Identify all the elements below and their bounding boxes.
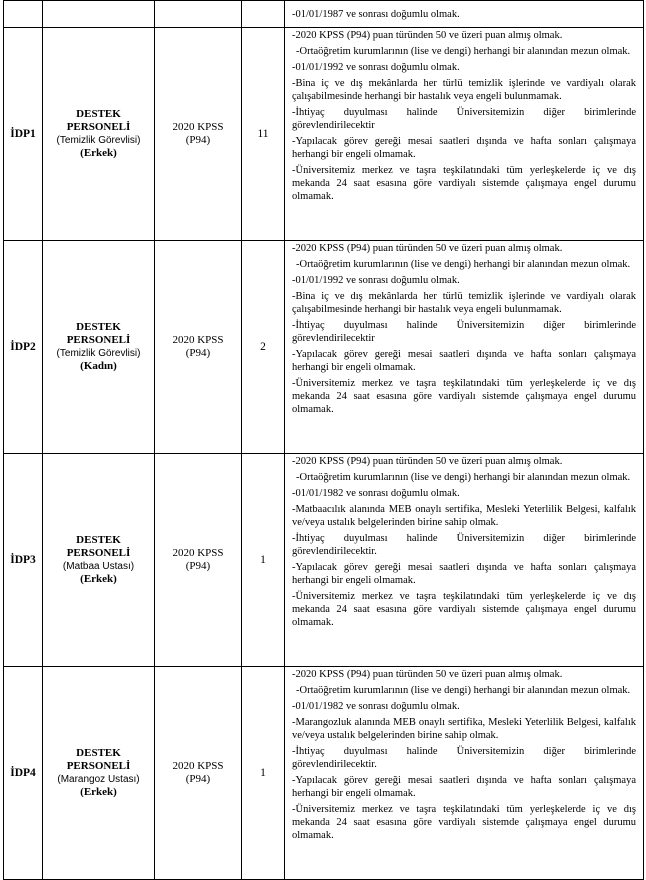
position-title-line2: PERSONELİ	[66, 547, 131, 559]
condition-item: -2020 KPSS (P94) puan türünden 50 ve üzeri puan almış olmak.	[292, 456, 563, 467]
position-code: İDP4	[4, 667, 43, 880]
position-gender: (Erkek)	[80, 786, 117, 798]
position-title-line1: DESTEK	[76, 108, 121, 120]
table-row	[4, 28, 644, 241]
table-row	[4, 667, 644, 880]
conditions-cell	[285, 667, 644, 880]
condition-item: -Bina iç ve dış mekânlarda her türlü temizlik işlerinde ve vardiyalı olarak çalışabilmesinde herhangi bir hastalık veya engeli bulunmamak.	[292, 78, 636, 102]
code-cell-empty	[4, 1, 43, 28]
condition-item: -Ortaöğretim kurumlarının (lise ve dengi) herhangi bir alanından mezun olmak.	[296, 472, 631, 483]
position-subtitle: (Matbaa Ustası)	[62, 561, 135, 572]
condition-item: -01/01/1992 ve sonrası doğumlu olmak.	[292, 62, 460, 73]
condition-item: -İhtiyaç duyulması halinde Üniversitemizin diğer birimlerinde görevlendirilecektir.	[292, 533, 636, 557]
position-title-line1: DESTEK	[76, 321, 121, 333]
conditions-cell	[285, 454, 644, 667]
table-row	[4, 241, 644, 454]
position-gender: (Erkek)	[80, 573, 117, 585]
kpss-type: 2020 KPSS	[172, 121, 224, 133]
condition-item: -Marangozluk alanında MEB onaylı sertifika, Mesleki Yeterlilik Belgesi, kalfalık ve/veya ustalık belgelerinden birine sahip olmak.	[292, 717, 636, 741]
position-title-line2: PERSONELİ	[66, 334, 131, 346]
kpss-score-type: (P94)	[185, 134, 211, 146]
condition-item: -Yapılacak görev gereği mesai saatleri dışında ve hafta sonları çalışmaya herhangi bir engeli olmamak.	[292, 562, 636, 586]
count-cell-empty	[242, 1, 285, 28]
position-title-cell	[43, 667, 155, 880]
position-title-line1: DESTEK	[76, 747, 121, 759]
kpss-cell	[155, 28, 242, 241]
position-title-cell	[43, 241, 155, 454]
position-title-line2: PERSONELİ	[66, 760, 131, 772]
position-title-cell	[43, 28, 155, 241]
condition-item: -Matbaacılık alanında MEB onaylı sertifika, Mesleki Yeterlilik Belgesi, kalfalık ve/veya ustalık belgelerinden birine sahip olmak.	[292, 504, 636, 528]
position-title-line1: DESTEK	[76, 534, 121, 546]
position-code: İDP3	[4, 454, 43, 667]
condition-item: -Üniversitemiz merkez ve taşra teşkilatındaki tüm yerleşkelerde iç ve dış mekanda 24 saat esasına göre vardiyalı sistemde çalışmaya engel durumu olmamak.	[292, 804, 636, 841]
position-subtitle: (Marangoz Ustası)	[57, 774, 140, 785]
conditions-cell	[285, 1, 644, 28]
position-count: 2	[242, 241, 285, 454]
condition-item: -2020 KPSS (P94) puan türünden 50 ve üzeri puan almış olmak.	[292, 243, 563, 254]
kpss-cell-empty	[155, 1, 242, 28]
conditions-cell	[285, 28, 644, 241]
condition-item: -İhtiyaç duyulması halinde Üniversitemizin diğer birimlerinde görevlendirilecektir.	[292, 746, 636, 770]
condition-item: -Yapılacak görev gereği mesai saatleri dışında ve hafta sonları çalışmaya herhangi bir engeli olmamak.	[292, 136, 636, 160]
condition-item: -Üniversitemiz merkez ve taşra teşkilatındaki tüm yerleşkelerde iç ve dış mekanda 24 saat esasına göre vardiyalı sistemde çalışmaya engel durumu olmamak.	[292, 591, 636, 628]
conditions-cell	[285, 241, 644, 454]
kpss-type: 2020 KPSS	[172, 547, 224, 559]
condition-item: -Ortaöğretim kurumlarının (lise ve dengi) herhangi bir alanından mezun olmak.	[296, 685, 631, 696]
position-count: 11	[242, 28, 285, 241]
position-subtitle: (Temizlik Görevlisi)	[56, 135, 141, 146]
condition-item: -01/01/1982 ve sonrası doğumlu olmak.	[292, 701, 460, 712]
position-title-line2: PERSONELİ	[66, 121, 131, 133]
condition-item: -2020 KPSS (P94) puan türünden 50 ve üzeri puan almış olmak.	[292, 669, 563, 680]
kpss-score-type: (P94)	[185, 347, 211, 359]
kpss-score-type: (P94)	[185, 560, 211, 572]
condition-item: -Üniversitemiz merkez ve taşra teşkilatındaki tüm yerleşkelerde iç ve dış mekanda 24 saat esasına göre vardiyalı sistemde çalışmaya engel durumu olmamak.	[292, 165, 636, 202]
condition-item: -İhtiyaç duyulması halinde Üniversitemizin diğer birimlerinde görevlendirilecektir	[292, 320, 636, 344]
table-row-continued	[4, 1, 644, 28]
condition-item: -01/01/1982 ve sonrası doğumlu olmak.	[292, 488, 460, 499]
condition-item: -Yapılacak görev gereği mesai saatleri dışında ve hafta sonları çalışmaya herhangi bir engeli olmamak.	[292, 775, 636, 799]
condition-item: -Yapılacak görev gereği mesai saatleri dışında ve hafta sonları çalışmaya herhangi bir engeli olmamak.	[292, 349, 636, 373]
position-title-cell	[43, 454, 155, 667]
requirements-table	[3, 0, 644, 880]
condition-item: -Üniversitemiz merkez ve taşra teşkilatındaki tüm yerleşkelerde iç ve dış mekanda 24 saat esasına göre vardiyalı sistemde çalışmaya engel durumu olmamak.	[292, 378, 636, 415]
table-row	[4, 454, 644, 667]
title-cell-empty	[43, 1, 155, 28]
condition-item: -2020 KPSS (P94) puan türünden 50 ve üzeri puan almış olmak.	[292, 30, 563, 41]
condition-item: -Ortaöğretim kurumlarının (lise ve dengi) herhangi bir alanından mezun olmak.	[296, 46, 631, 57]
position-code: İDP1	[4, 28, 43, 241]
kpss-score-type: (P94)	[185, 773, 211, 785]
position-count: 1	[242, 667, 285, 880]
condition-item: -01/01/1987 ve sonrası doğumlu olmak.	[292, 8, 460, 20]
kpss-type: 2020 KPSS	[172, 760, 224, 772]
condition-item: -01/01/1992 ve sonrası doğumlu olmak.	[292, 275, 460, 286]
kpss-cell	[155, 241, 242, 454]
position-code: İDP2	[4, 241, 43, 454]
position-count: 1	[242, 454, 285, 667]
position-gender: (Erkek)	[80, 147, 117, 159]
condition-item: -Bina iç ve dış mekânlarda her türlü temizlik işlerinde ve vardiyalı olarak çalışabilmesinde herhangi bir hastalık veya engeli bulunmamak.	[292, 291, 636, 315]
condition-item: -İhtiyaç duyulması halinde Üniversitemizin diğer birimlerinde görevlendirilecektir	[292, 107, 636, 131]
kpss-cell	[155, 667, 242, 880]
kpss-type: 2020 KPSS	[172, 334, 224, 346]
position-subtitle: (Temizlik Görevlisi)	[56, 348, 141, 359]
position-gender: (Kadın)	[80, 360, 117, 372]
kpss-cell	[155, 454, 242, 667]
condition-item: -Ortaöğretim kurumlarının (lise ve dengi) herhangi bir alanından mezun olmak.	[296, 259, 631, 270]
